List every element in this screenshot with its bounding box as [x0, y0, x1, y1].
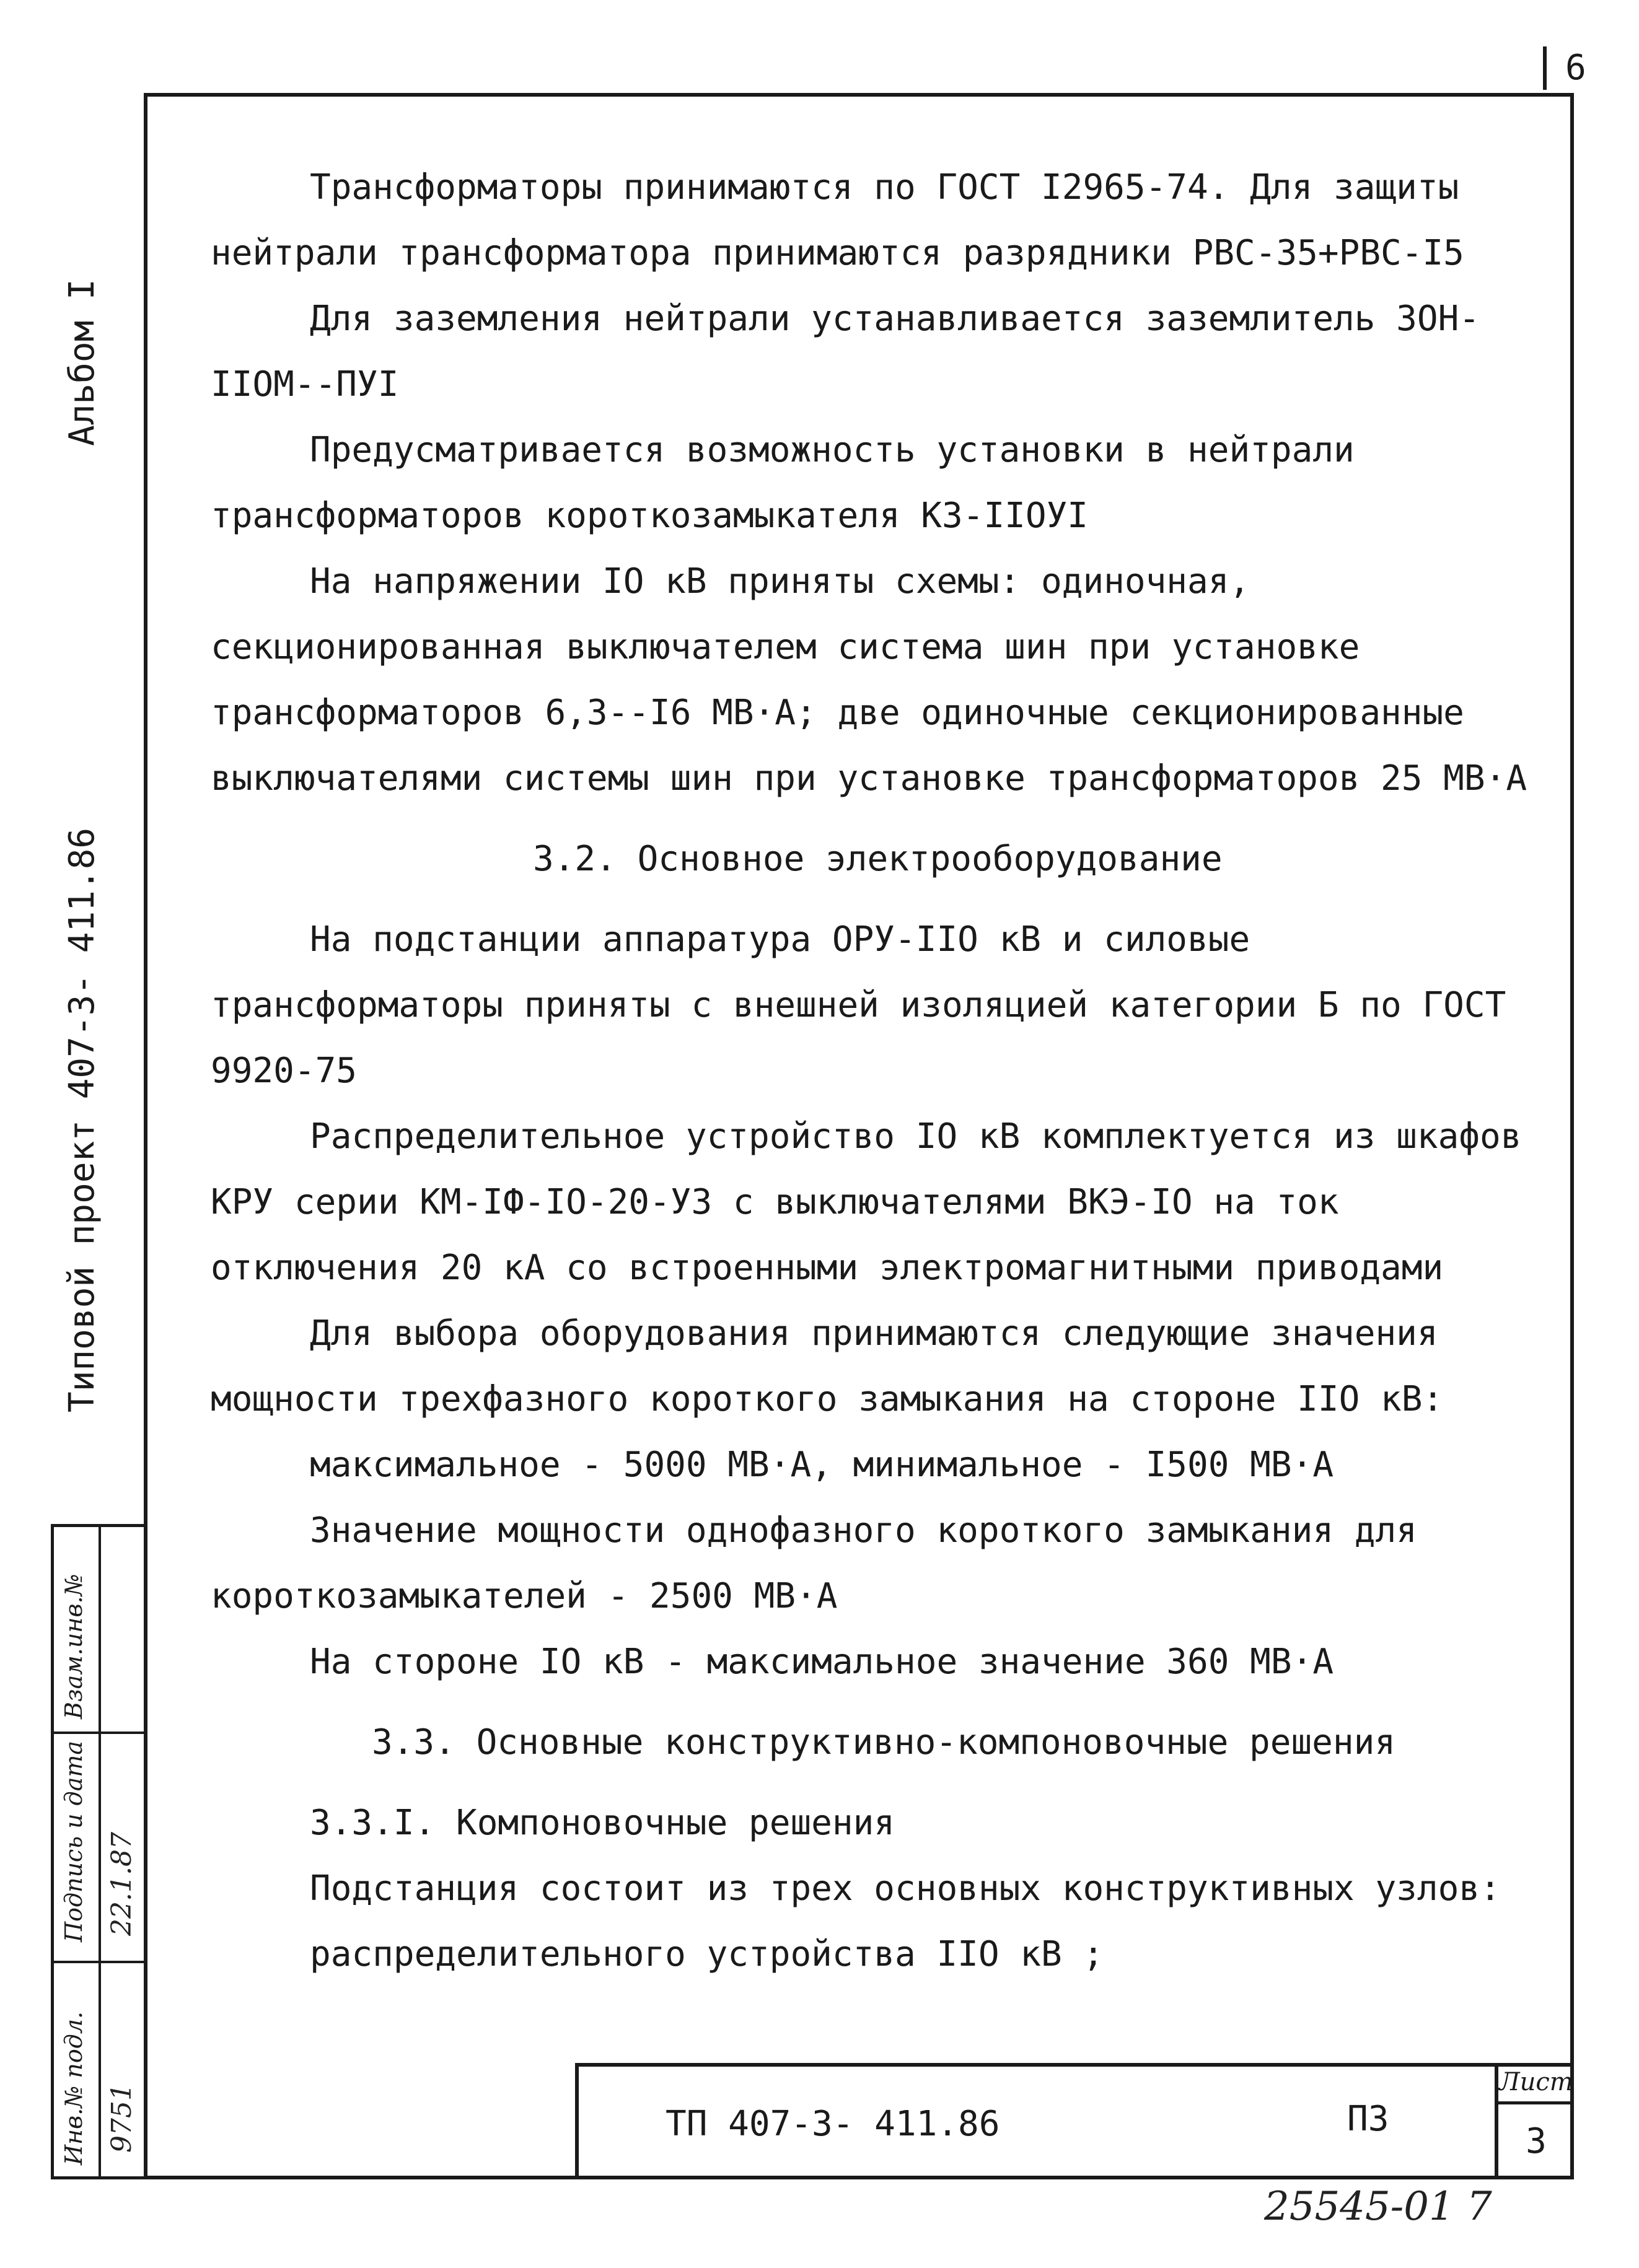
side-table-column-divider [99, 1527, 101, 2176]
side-table-row-divider [54, 1732, 144, 1734]
title-block-stamp [575, 2063, 1574, 2179]
top-sheet-number: 6 [1543, 46, 1586, 90]
paragraph: Трансформаторы принимаются по ГОСТ I2965-74. Для защиты нейтрали трансформатора принимаются разрядники РВС-35+РВС-I5 [211, 167, 1480, 273]
paragraph: Распределительное устройство IO кВ комплектуется из шкафов КРУ серии КМ-IФ-IO-20-У3 с выключателями ВКЭ-IO на ток отключения 20 кА со встроенными электромагнитными приводами [211, 1116, 1543, 1288]
stamp-sheet-number: 3 [1526, 2121, 1547, 2161]
stamp-sheet-label: Лист [1498, 2063, 1574, 2104]
paragraph: Значение мощности однофазного короткого замыкания для короткозамыкателей - 2500 МВ·А [211, 1510, 1438, 1616]
paragraph: распределительного устройства IIО кВ ; [310, 1934, 1104, 1974]
side-project-label: Типовой проект 407-3- 411.86 [62, 827, 102, 1412]
stamp-document-type: ПЗ [1347, 2099, 1389, 2139]
stamp-sheet-cell [1495, 2063, 1574, 2179]
paragraph: Предусматривается возможность установки в нейтрали трансформаторов короткозамыкателя КЗ-IIОУI [211, 430, 1376, 536]
inventory-value: 9751 [106, 2083, 138, 2153]
side-album-label: Альбом I [62, 279, 102, 446]
paragraph: На подстанции аппаратура ОРУ-IIО кВ и силовые трансформаторы приняты с внешней изоляцией категории Б по ГОСТ 9920-75 [211, 919, 1527, 1091]
subsection-heading-3-3-1: 3.3.I. Компоновочные решения [310, 1803, 895, 1843]
document-body [211, 155, 1555, 1987]
paragraph: На напряжении IO кВ приняты схемы: одиночная, секционированная выключателем система шин при установке трансформаторов 6,3--I6 МВ·А; две одиночные секционированные выключателями системы шин при установке трансформаторов 25 МВ·А [211, 561, 1527, 799]
paragraph: Подстанция состоит из трех основных конструктивных узлов: [310, 1868, 1501, 1909]
bottom-handwritten-number: 25545-01 7 [1264, 2184, 1492, 2230]
stamp-document-code: ТП 407-3- 411.86 [666, 2104, 1000, 2144]
paragraph: Для заземления нейтрали устанавливается заземлитель ЗОН-IIОМ--ПУI [211, 299, 1480, 405]
section-heading-3-3: 3.3. Основные конструктивно-компоновочные решения [372, 1722, 1396, 1762]
inventory-label: Инв.№ подл. [60, 2011, 87, 2165]
paragraph: Для выбора оборудования принимаются следующие значения мощности трехфазного короткого замыкания на стороне IIО кВ: [211, 1313, 1459, 1419]
side-table-row-divider [54, 1961, 144, 1963]
paragraph: На стороне IO кВ - максимальное значение 360 МВ·А [310, 1642, 1334, 1682]
section-heading-3-2: 3.2. Основное электрооборудование [533, 839, 1223, 879]
signature-value: 22.1.87 [106, 1832, 138, 1936]
replacement-inventory-label: Взам.инв.№ [60, 1574, 87, 1719]
paragraph: максимальное - 5000 МВ·А, минимальное - I500 МВ·А [310, 1445, 1334, 1485]
side-approval-table [51, 1524, 144, 2179]
signature-date-label: Подпись и дата [60, 1740, 87, 1942]
